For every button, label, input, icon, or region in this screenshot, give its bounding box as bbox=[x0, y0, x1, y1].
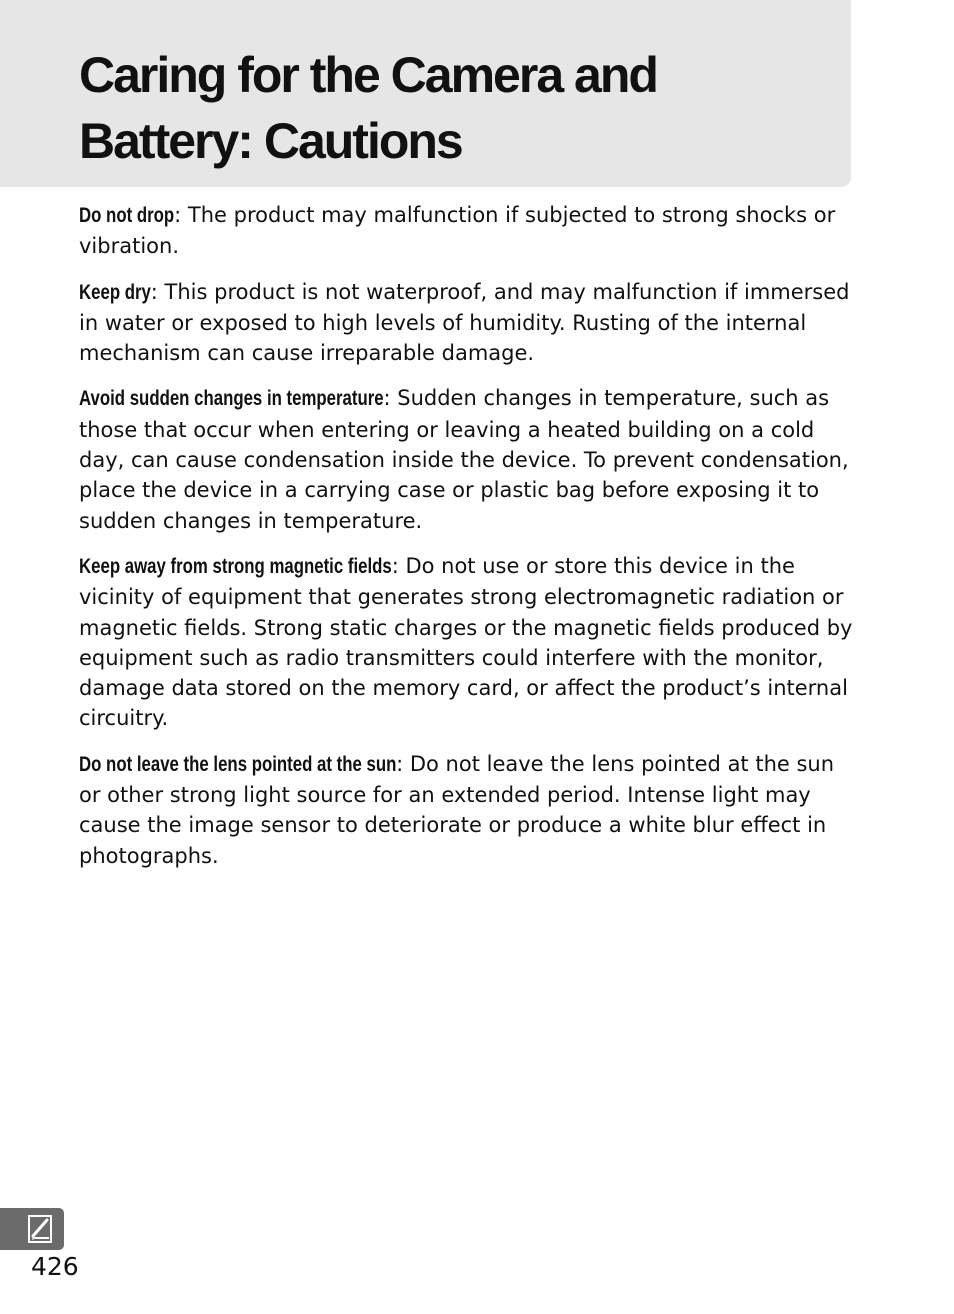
caution-text: Do not use or store this device in the vicinity of equipment that generates strong electromagnetic radiation or magnetic fields. Strong static charges or the magnetic fields produced by equipment such as radio transmitters could interfere with the monitor, damage data stored on the memory card, or affect the product’s internal circuitry. bbox=[79, 553, 853, 731]
caution-keep-dry bbox=[79, 277, 854, 369]
caution-heading: Keep away from strong magnetic fields bbox=[79, 554, 392, 578]
caution-separator: : bbox=[396, 751, 410, 776]
page-number: 426 bbox=[31, 1252, 79, 1281]
caution-text: This product is not waterproof, and may malfunction if immersed in water or exposed to high levels of humidity. Rusting of the internal mechanism can cause irreparable damage. bbox=[79, 279, 850, 366]
caution-separator: : bbox=[383, 386, 398, 411]
section-tab bbox=[0, 1208, 64, 1250]
caution-separator: : bbox=[174, 203, 188, 227]
cautions-list bbox=[79, 200, 854, 886]
caution-text: The product may malfunction if subjected to strong shocks or vibration. bbox=[79, 203, 836, 259]
caution-heading: Keep dry bbox=[79, 280, 151, 304]
technical-notes-icon bbox=[27, 1214, 55, 1244]
caution-separator: : bbox=[391, 553, 406, 578]
caution-separator: : bbox=[150, 279, 165, 304]
caution-temperature bbox=[79, 383, 854, 535]
caution-text: Sudden changes in temperature, such as those that occur when entering or leaving a heated building on a cold day, can cause condensation inside the device. To prevent condensation, place the device in a carrying case or plastic bag before exposing it to sudden changes in temperature. bbox=[79, 386, 849, 533]
page-title-line-2: Battery: Cautions bbox=[79, 113, 462, 169]
caution-do-not-drop bbox=[79, 200, 854, 262]
caution-magnetic-fields bbox=[79, 551, 854, 734]
caution-heading: Do not leave the lens pointed at the sun bbox=[79, 752, 397, 776]
page-title bbox=[79, 42, 839, 174]
caution-heading: Avoid sudden changes in temperature bbox=[79, 387, 384, 411]
caution-heading: Do not drop bbox=[79, 204, 175, 227]
caution-text: Do not leave the lens pointed at the sun or other strong light source for an extended period. Intense light may cause the image sensor to deteriorate or produce a white blur effect in photographs. bbox=[79, 751, 835, 868]
page-title-line-1: Caring for the Camera and bbox=[79, 47, 657, 103]
caution-lens-sun bbox=[79, 749, 854, 871]
